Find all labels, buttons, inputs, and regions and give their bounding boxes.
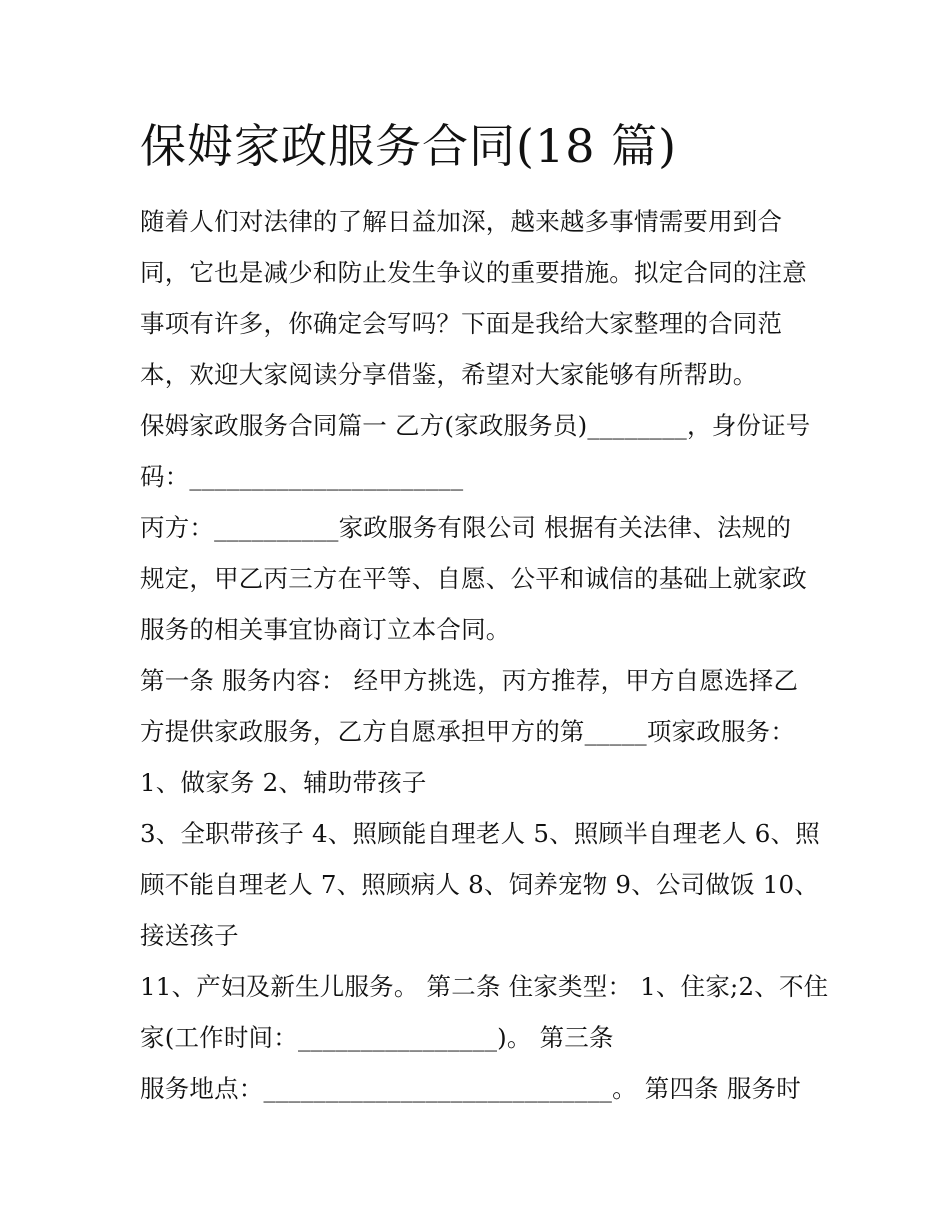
paragraph-line: 规定，甲乙丙三方在平等、自愿、公平和诚信的基础上就家政 <box>140 564 807 593</box>
paragraph-line: 保姆家政服务合同篇一 乙方(家政服务员)________，身份证号 <box>140 411 811 440</box>
paragraph-line: 随着人们对法律的了解日益加深，越来越多事情需要用到合 <box>140 207 783 236</box>
paragraph-line: 事项有许多，你确定会写吗？下面是我给大家整理的合同范 <box>140 309 783 338</box>
paragraph-line: 第一条 服务内容： 经甲方挑选，丙方推荐，甲方自愿选择乙 <box>140 666 799 695</box>
paragraph-line: 接送孩子 <box>140 921 239 950</box>
paragraph-line: 1、做家务 2、辅助带孩子 <box>140 768 427 797</box>
paragraph-line: 家(工作时间：________________)。 第三条 <box>140 1023 614 1052</box>
paragraph-line: 本，欢迎大家阅读分享借鉴，希望对大家能够有所帮助。 <box>140 360 758 389</box>
paragraph-line: 丙方：__________家政服务有限公司 根据有关法律、法规的 <box>140 513 792 542</box>
paragraph-line: 方提供家政服务，乙方自愿承担甲方的第_____项家政服务： <box>140 717 796 746</box>
page-title: 保姆家政服务合同(18 篇) <box>140 119 678 173</box>
paragraph-line: 服务的相关事宜协商订立本合同。 <box>140 615 511 644</box>
paragraph-line: 11、产妇及新生儿服务。 第二条 住家类型： 1、住家;2、不住 <box>140 972 829 1001</box>
paragraph-line: 服务地点：____________________________。 第四条 服务时 <box>140 1074 801 1103</box>
paragraph-line: 同，它也是减少和防止发生争议的重要措施。拟定合同的注意 <box>140 258 807 287</box>
paragraph-line: 3、全职带孩子 4、照顾能自理老人 5、照顾半自理老人 6、照 <box>140 819 820 848</box>
paragraph-line: 码：______________________ <box>140 462 464 491</box>
paragraph-line: 顾不能自理老人 7、照顾病人 8、饲养宠物 9、公司做饭 10、 <box>140 870 819 899</box>
